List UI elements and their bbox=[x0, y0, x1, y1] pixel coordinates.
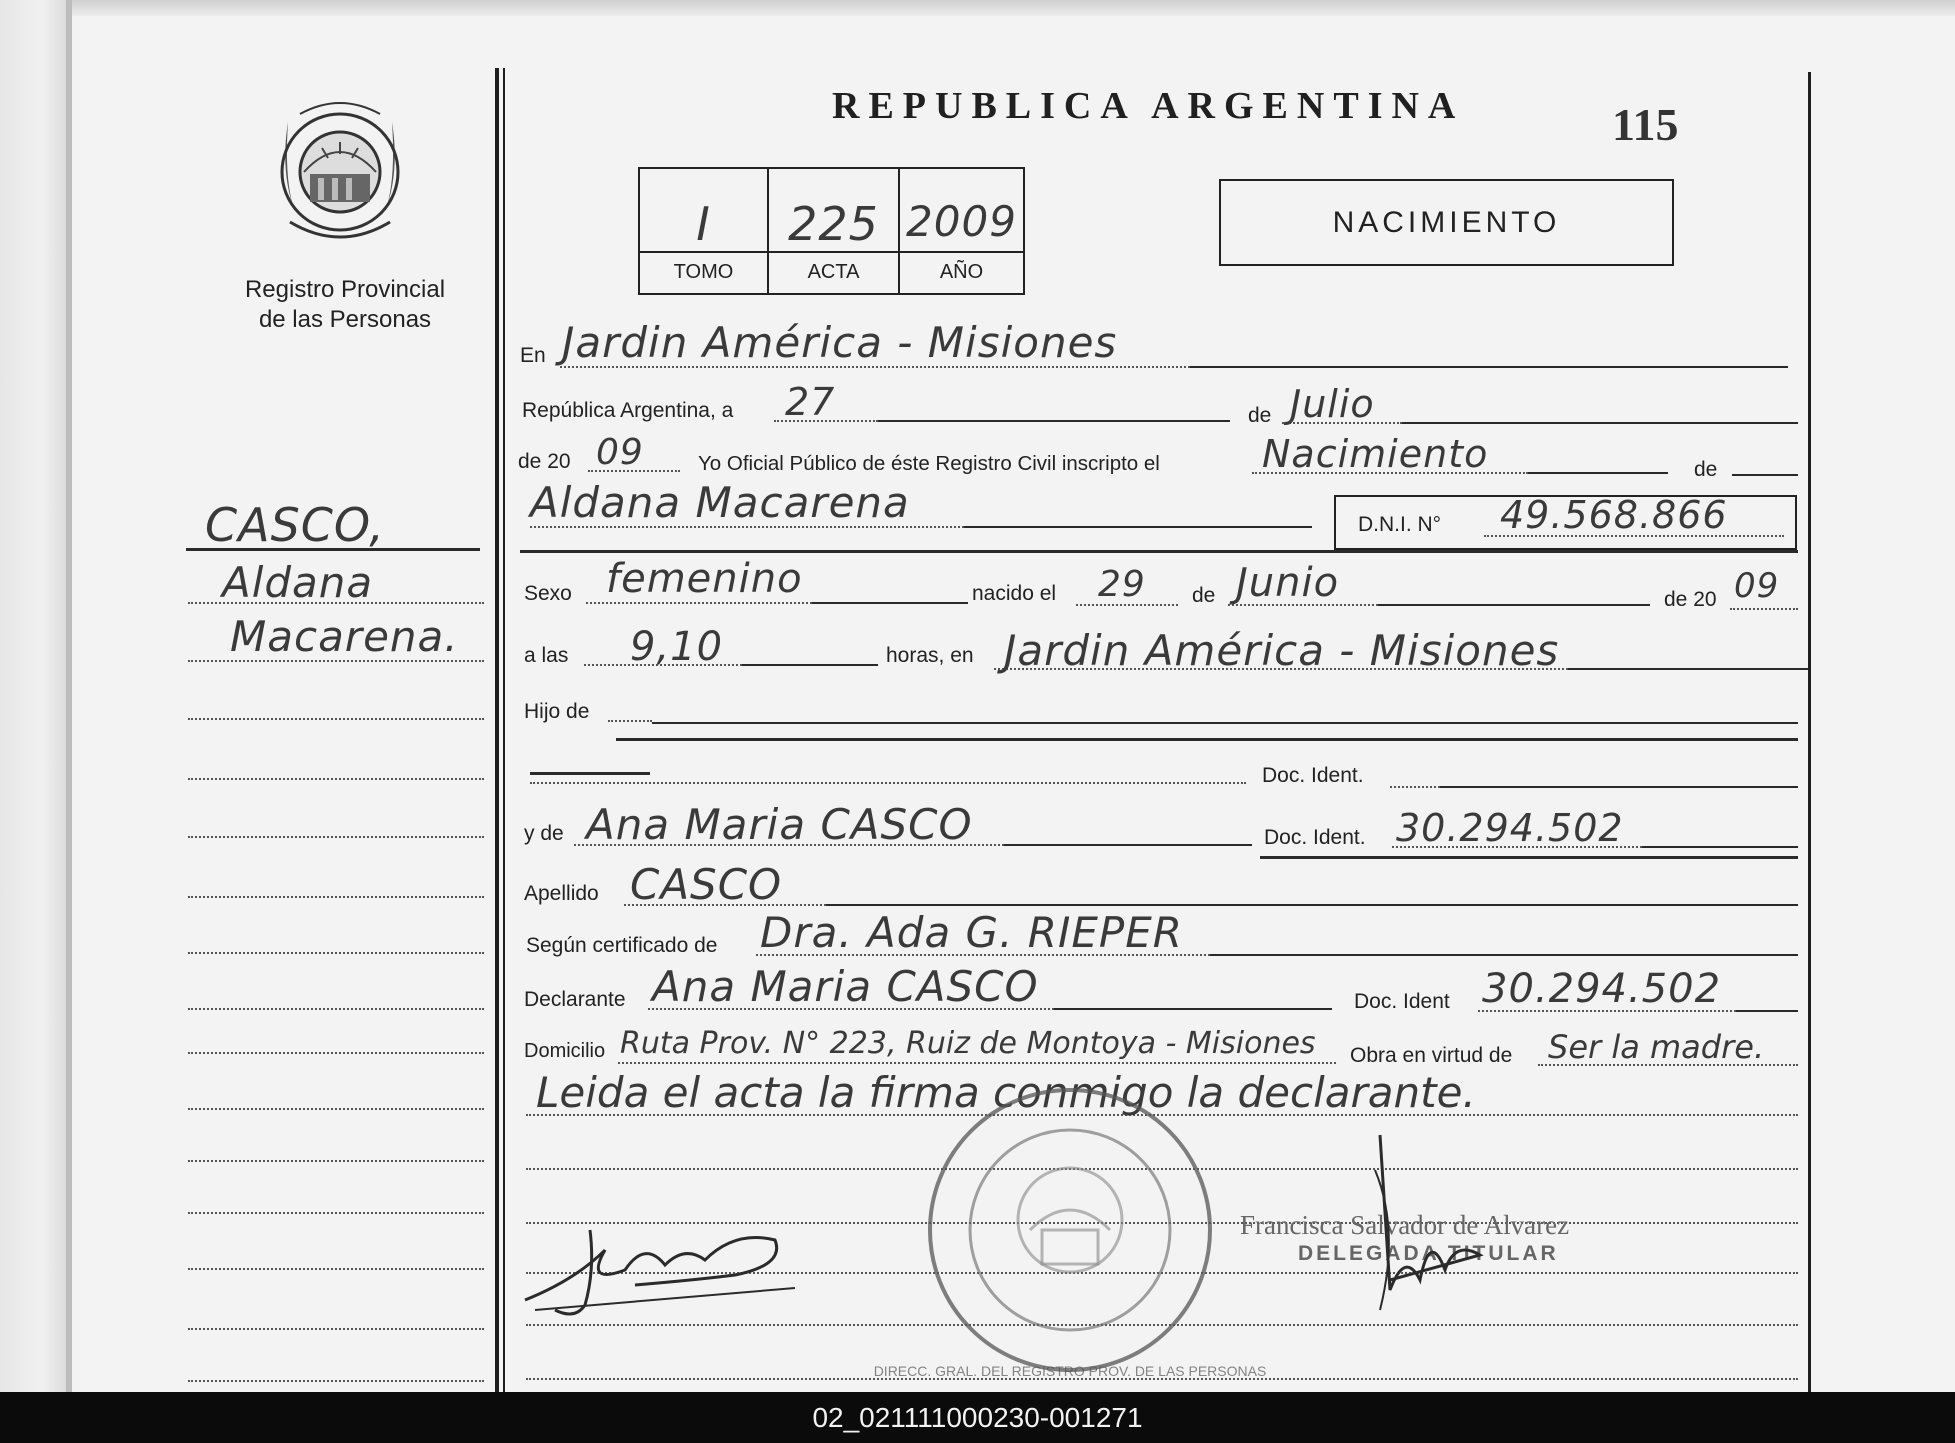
father-doc-line bbox=[1440, 786, 1798, 788]
doc-ident-label: Doc. Ident. bbox=[1262, 764, 1364, 787]
obra-label: Obra en virtud de bbox=[1350, 1044, 1513, 1067]
father-struck-line bbox=[530, 772, 650, 775]
left-frame-line bbox=[495, 68, 499, 1392]
sexo-label: Sexo bbox=[524, 582, 572, 605]
oficial-label: Yo Oficial Público de éste Registro Civil inscripto el bbox=[698, 452, 1160, 475]
hijo-dotted-line bbox=[608, 720, 652, 722]
birth-time-value: 9,10 bbox=[630, 624, 724, 670]
yde-label: y de bbox=[524, 822, 564, 845]
birth-place-line bbox=[1568, 668, 1808, 670]
ano-value: 2009 bbox=[906, 197, 1017, 246]
birth-year-dotted-line bbox=[1730, 608, 1798, 610]
previous-page-edge bbox=[0, 0, 70, 1392]
margin-dotted-line bbox=[188, 602, 484, 604]
margin-dotted-line bbox=[188, 836, 484, 838]
father-doc-dotted-line bbox=[1390, 786, 1440, 788]
sexo-dotted-line bbox=[586, 602, 812, 604]
declarante-value: Ana Maria CASCO bbox=[652, 962, 1039, 1011]
de-label-3: de bbox=[1192, 584, 1216, 607]
scan-reference-footer: 02_021111000230-001271 bbox=[0, 1392, 1955, 1443]
officer-name: Francisca Salvador de Alvarez bbox=[1240, 1210, 1570, 1240]
margin-surname: CASCO, bbox=[205, 498, 385, 552]
month-value: Julio bbox=[1290, 382, 1375, 426]
de-label: de bbox=[1248, 404, 1272, 427]
margin-dotted-line bbox=[188, 1328, 484, 1330]
margin-dotted-line bbox=[188, 660, 484, 662]
sexo-value: femenino bbox=[606, 556, 803, 602]
birth-place-value: Jardin América - Misiones bbox=[1004, 626, 1560, 675]
mother-separator bbox=[1260, 856, 1798, 859]
month-line bbox=[1402, 422, 1798, 424]
horas-label: horas, en bbox=[886, 644, 974, 667]
doc-ident-label-2: Doc. Ident. bbox=[1264, 826, 1366, 849]
declarante-label: Declarante bbox=[524, 988, 626, 1011]
ano-label: AÑO bbox=[939, 261, 984, 283]
page-top-shadow bbox=[0, 0, 1955, 16]
name-line bbox=[964, 526, 1312, 528]
registry-label-line2: de las Personas bbox=[258, 306, 432, 333]
acta-value: 225 bbox=[788, 197, 879, 251]
margin-dotted-line bbox=[188, 1008, 484, 1010]
event-line bbox=[1528, 472, 1668, 474]
mother-name-value: Ana Maria CASCO bbox=[586, 800, 973, 849]
apellido-value: CASCO bbox=[630, 860, 783, 909]
place-line bbox=[1190, 366, 1788, 368]
margin-given-name-1: Aldana bbox=[222, 558, 374, 607]
year-suffix-value: 09 bbox=[596, 432, 644, 473]
birth-month-line bbox=[1378, 604, 1650, 606]
dni-value: 49.568.866 bbox=[1500, 493, 1728, 537]
place-value: Jardin América - Misiones bbox=[562, 318, 1118, 367]
margin-dotted-line bbox=[188, 896, 484, 898]
domicilio-label: Domicilio bbox=[524, 1040, 606, 1062]
acta-label: ACTA bbox=[807, 261, 860, 283]
hijo-line bbox=[652, 722, 1798, 724]
apellido-line bbox=[826, 904, 1798, 906]
de-label-2: de bbox=[1694, 458, 1718, 481]
margin-dotted-line bbox=[188, 1052, 484, 1054]
name-dotted-line bbox=[530, 526, 964, 528]
dni-label: D.N.I. N° bbox=[1358, 513, 1442, 536]
birth-month-value: Junio bbox=[1236, 560, 1340, 606]
mother-doc-line bbox=[1642, 846, 1798, 848]
tomo-value: I bbox=[696, 197, 711, 251]
certificado-value: Dra. Ada G. RIEPER bbox=[760, 908, 1183, 957]
birth-year-label: de 20 bbox=[1664, 588, 1717, 611]
tomo-label: TOMO bbox=[673, 261, 734, 283]
event-value: Nacimiento bbox=[1262, 432, 1489, 476]
day-value: 27 bbox=[785, 380, 836, 424]
margin-given-name-2: Macarena. bbox=[230, 612, 459, 661]
header-separator bbox=[520, 550, 1798, 553]
margin-dotted-line bbox=[188, 952, 484, 954]
right-frame-line bbox=[1808, 72, 1811, 1392]
stamp-text: DIRECC. GRAL. DEL REGISTRO PROV. DE LAS PERSONAS bbox=[873, 1363, 1267, 1379]
margin-dotted-line bbox=[188, 1380, 484, 1382]
mother-doc-value: 30.294.502 bbox=[1396, 806, 1624, 850]
en-label: En bbox=[520, 344, 546, 367]
margin-rule bbox=[186, 548, 480, 551]
declarante-doc-value: 30.294.502 bbox=[1482, 966, 1722, 1012]
margin-dotted-line bbox=[188, 1160, 484, 1162]
hijo-label: Hijo de bbox=[524, 700, 590, 723]
dni-box bbox=[1334, 495, 1797, 550]
republica-label: República Argentina, a bbox=[522, 399, 734, 422]
doc-ident-label-3: Doc. Ident bbox=[1354, 990, 1450, 1013]
segun-label: Según certificado de bbox=[526, 934, 718, 957]
margin-dotted-line bbox=[188, 778, 484, 780]
apellido-label: Apellido bbox=[524, 882, 599, 905]
closing-note: Leida el acta la firma conmigo la declarante. bbox=[536, 1068, 1476, 1117]
left-frame-line-inner bbox=[503, 68, 505, 1392]
domicilio-dotted-line bbox=[618, 1062, 1336, 1064]
registry-label-line1: Registro Provincial bbox=[244, 276, 446, 303]
declarante-doc-line bbox=[1736, 1010, 1798, 1012]
provincia-misiones-emblem-icon bbox=[270, 92, 410, 252]
mother-line bbox=[1004, 844, 1252, 846]
sexo-line bbox=[812, 602, 968, 604]
officer-role: DELEGADA TITULAR bbox=[1298, 1242, 1559, 1265]
de-line-2 bbox=[1732, 474, 1798, 476]
year-prefix-label: de 20 bbox=[518, 450, 571, 473]
nacido-label: nacido el bbox=[972, 582, 1057, 605]
person-name-value: Aldana Macarena bbox=[530, 478, 910, 527]
declarante-line bbox=[1054, 1008, 1332, 1010]
certificado-line bbox=[1210, 954, 1798, 956]
time-line bbox=[742, 664, 878, 666]
margin-dotted-line bbox=[188, 1268, 484, 1270]
officer-signature-icon bbox=[1360, 1130, 1510, 1320]
document-title: REPUBLICA ARGENTINA bbox=[832, 85, 1465, 127]
table-divider bbox=[640, 251, 1023, 253]
obra-value: Ser la madre. bbox=[1548, 1028, 1765, 1066]
book-binding bbox=[66, 0, 72, 1392]
margin-dotted-line bbox=[188, 718, 484, 720]
declarant-signature-icon bbox=[515, 1210, 805, 1320]
birth-day-value: 29 bbox=[1098, 564, 1146, 605]
official-stamp-icon bbox=[873, 1080, 1267, 1380]
day-line bbox=[878, 420, 1230, 422]
margin-dotted-line bbox=[188, 1212, 484, 1214]
hijo-struck-line bbox=[616, 738, 1798, 741]
record-number-table bbox=[638, 167, 1025, 295]
birth-year-suffix-value: 09 bbox=[1734, 566, 1780, 606]
domicilio-value: Ruta Prov. N° 223, Ruiz de Montoya - Misiones bbox=[620, 1026, 1316, 1061]
alas-label: a las bbox=[524, 644, 569, 667]
record-type-box: NACIMIENTO bbox=[1219, 179, 1674, 266]
margin-dotted-line bbox=[188, 1108, 484, 1110]
father-dotted-line bbox=[530, 782, 1246, 784]
folio-number: 115 bbox=[1612, 99, 1679, 150]
